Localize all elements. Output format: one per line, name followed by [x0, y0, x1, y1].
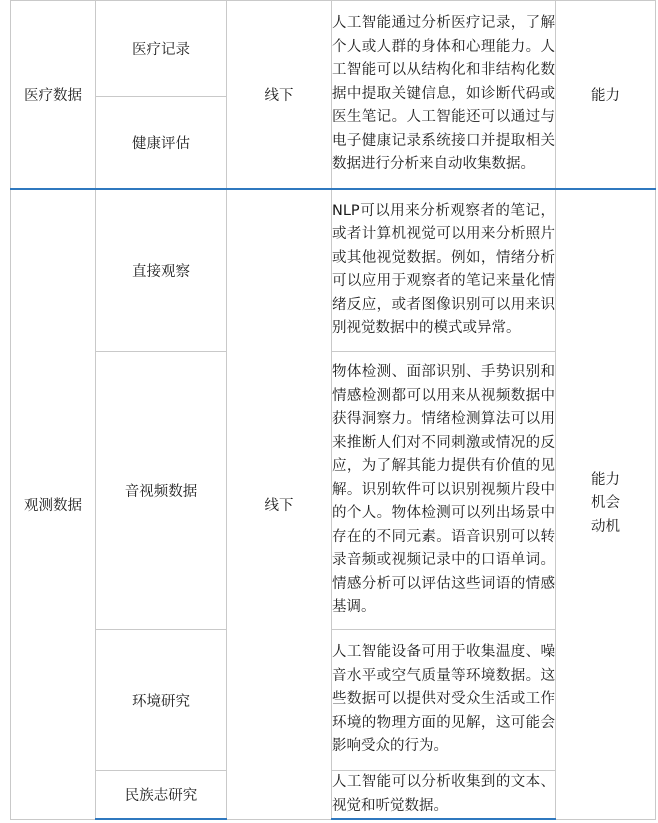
source-cell: 环境研究: [96, 630, 227, 771]
source-cell: 音视频数据: [96, 352, 227, 630]
method-cell: 线下: [227, 189, 332, 820]
ability-label: 机会: [591, 495, 620, 512]
description-cell: NLP可以用来分析观察者的笔记，或者计算机视觉可以用来分析照片或其他视觉数据。例如，情绪分析可以应用于观察者的笔记来量化情绪反应，或者图像识别可以用来识别视觉数据中的模式或异常。: [332, 189, 556, 352]
source-cell: 健康评估: [96, 97, 227, 189]
source-cell: 直接观察: [96, 189, 227, 352]
description-cell: 物体检测、面部识别、手势识别和情感检测都可以用来从视频数据中获得洞察力。情绪检测算法可以用来推断人们对不同刺激或情况的反应，为了解其能力提供有价值的见解。识别软件可以识别视频片段中的个人。物体检测可以列出场景中存在的不同元素。语音识别可以转录音频或视频记录中的口语单词。情感分析可以评估这些词语的情感基调。: [332, 352, 556, 630]
source-cell: 医疗记录: [96, 1, 227, 97]
ability-cell: [556, 189, 656, 820]
ability-cell: [556, 1, 656, 189]
ability-label: 能力: [591, 87, 620, 104]
source-cell: 民族志研究: [96, 771, 227, 820]
table-row: [11, 1, 656, 97]
method-cell: 线下: [227, 1, 332, 189]
description-cell: 人工智能设备可用于收集温度、噪音水平或空气质量等环境数据。这些数据可以提供对受众生活或工作环境的物理方面的见解，这可能会影响受众的行为。: [332, 630, 556, 771]
description-cell: 人工智能通过分析医疗记录，了解个人或人群的身体和心理能力。人工智能可以从结构化和非结构化数据中提取关键信息，如诊断代码或医生笔记。人工智能还可以通过与电子健康记录系统接口并提取相关数据进行分析来自动收集数据。: [332, 1, 556, 189]
data-source-table: [10, 0, 656, 820]
description-cell: 人工智能可以分析收集到的文本、视觉和听觉数据。: [332, 771, 556, 820]
data-type-cell: 医疗数据: [11, 1, 96, 189]
data-type-cell: 观测数据: [11, 189, 96, 820]
ability-label: 能力: [591, 471, 620, 488]
table-row: [11, 189, 656, 352]
ability-label: 动机: [591, 518, 620, 535]
